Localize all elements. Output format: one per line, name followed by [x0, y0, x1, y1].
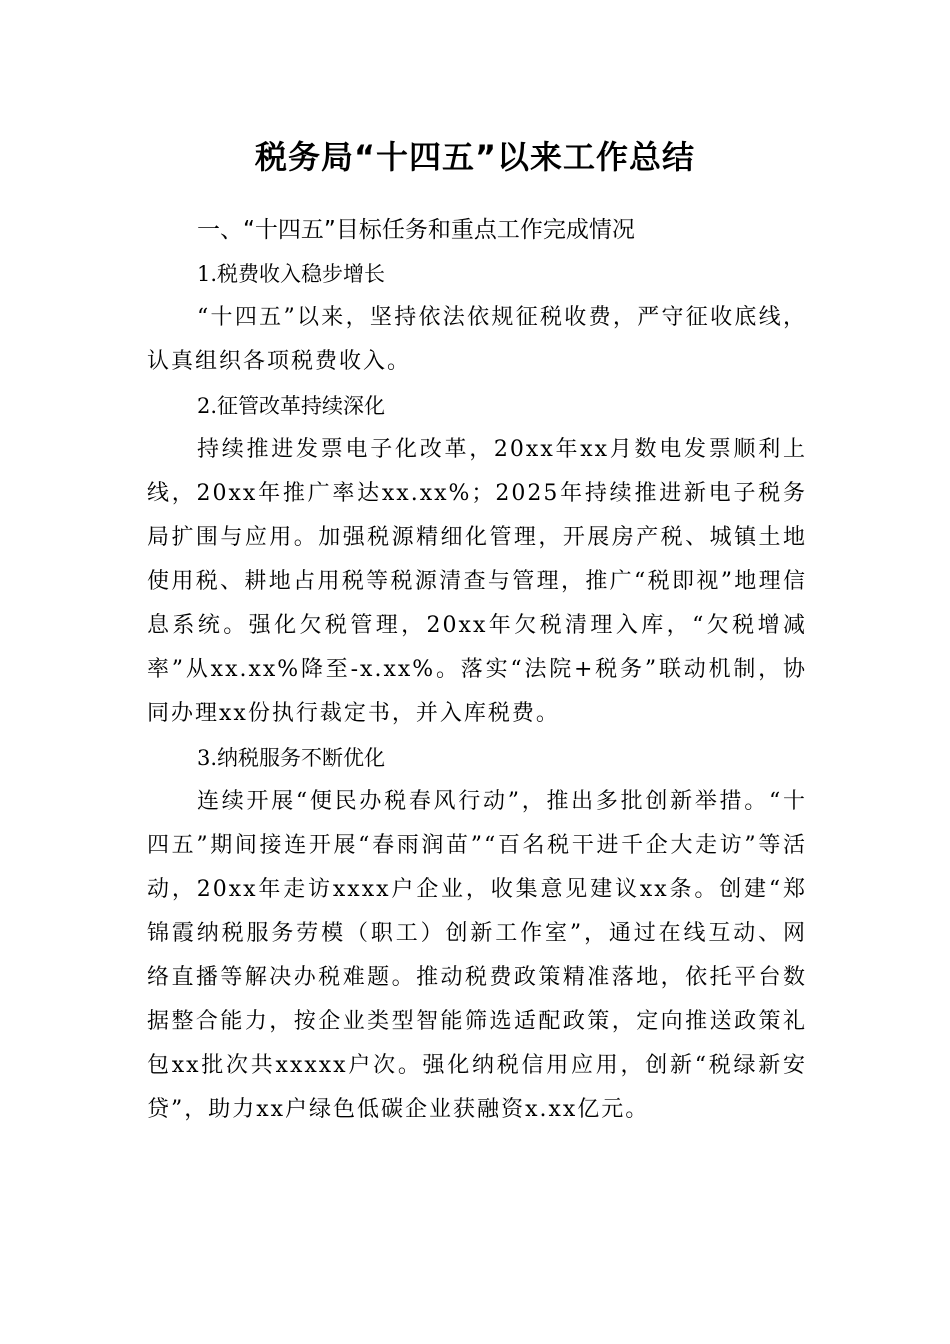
document-title: 税务局“十四五”以来工作总结: [254, 138, 696, 177]
section-heading: 一、“十四五”目标任务和重点工作完成情况: [197, 217, 635, 243]
subsection-heading-revenue: 1.税费收入稳步增长: [197, 262, 386, 286]
paragraph-reform: 持续推进发票电子化改革，20xx年xx月数电发票顺利上线，20xx年推广率达xx.xx%；2025年持续推进新电子税务局扩围与应用。加强税源精细化管理，开展房产税、城镇土地使用税、耕地占用税等税源清查与管理，推广“税即视”地理信息系统。强化欠税管理，20xx年欠税清理入库，“欠税增减率”从xx.xx%降至-x.xx%。落实“法院+税务”联动机制，协同办理xx份执行裁定书，并入库税费。: [147, 437, 807, 726]
paragraph-revenue: “十四五”以来，坚持依法依规征税收费，严守征收底线，认真组织各项税费收入。: [147, 305, 807, 374]
subsection-heading-reform: 2.征管改革持续深化: [197, 394, 386, 418]
paragraph-service: 连续开展“便民办税春风行动”，推出多批创新举措。“十四五”期间接连开展“春雨润苗”“百名税干进千企大走访”等活动，20xx年走访xxxx户企业，收集意见建议xx条。创建“郑锦霞纳税服务劳模（职工）创新工作室”，通过在线互动、网络直播等解决办税难题。推动税费政策精准落地，依托平台数据整合能力，按企业类型智能筛选适配政策，定向推送政策礼包xx批次共xxxxx户次。强化纳税信用应用，创新“税绿新安贷”，助力xx户绿色低碳企业获融资x.xx亿元。: [147, 789, 807, 1122]
subsection-heading-service: 3.纳税服务不断优化: [197, 746, 386, 770]
document-body: [147, 208, 807, 1132]
